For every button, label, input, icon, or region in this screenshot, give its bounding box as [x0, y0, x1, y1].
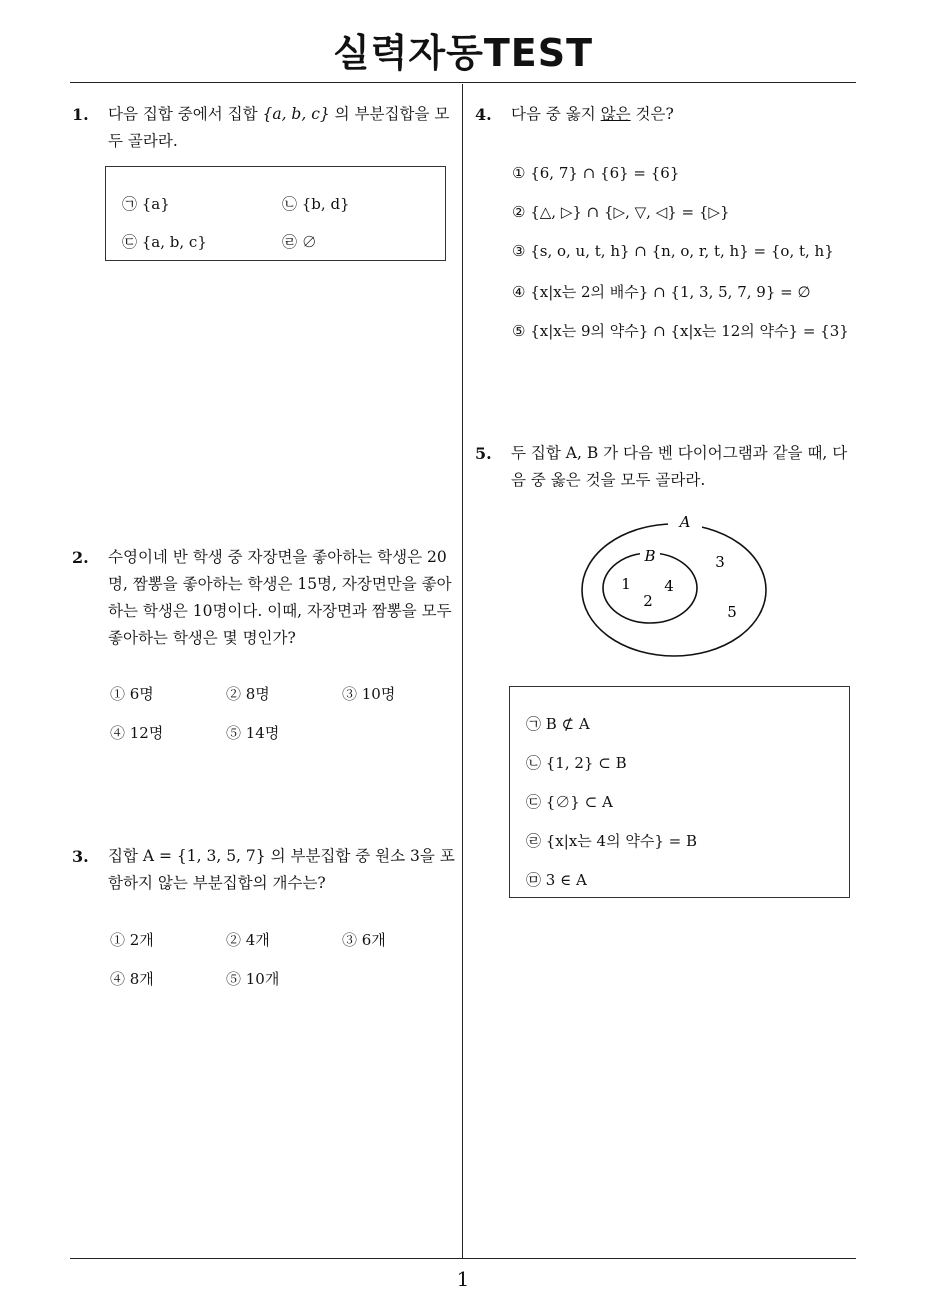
venn-element: 1: [621, 575, 631, 593]
bottom-rule: [70, 1258, 856, 1259]
top-rule: [70, 82, 856, 83]
set-b-label: B: [644, 547, 656, 565]
underlined-word: 않은: [600, 105, 631, 123]
column-divider: [462, 84, 463, 1259]
set-a-ellipse: [582, 524, 766, 656]
option-3[interactable]: ③ 6개: [342, 931, 386, 949]
page-number: 1: [456, 1267, 470, 1291]
choice-item[interactable]: ㉣ ∅: [282, 233, 317, 251]
option-5[interactable]: ⑤ 10개: [226, 970, 280, 988]
choice-item[interactable]: ㉢ {a, b, c}: [122, 233, 207, 251]
page-title: 실력자동TEST: [332, 31, 593, 75]
option-1[interactable]: ① {6, 7} ∩ {6} = {6}: [512, 164, 680, 182]
question-text: 다음 중 옳지 않은 것은?: [511, 105, 674, 123]
question-1: [72, 101, 456, 155]
set-a-label: A: [679, 513, 691, 531]
option-1[interactable]: ① 2개: [110, 931, 154, 949]
question-text: 다음 집합 중에서 집합 {a, b, c} 의 부분집합을 모두 골라라.: [108, 105, 450, 150]
choice-item[interactable]: ㉤ 3 ∈ A: [526, 871, 587, 889]
choice-item[interactable]: ㉢ {∅} ⊂ A: [526, 793, 613, 811]
choice-item[interactable]: ㉠ {a}: [122, 195, 170, 213]
choice-item[interactable]: ㉠ B ⊄ A: [526, 715, 590, 733]
question-4: [475, 101, 860, 128]
option-2[interactable]: ② 4개: [226, 931, 270, 949]
option-4[interactable]: ④ 12명: [110, 724, 164, 742]
option-2[interactable]: ② {△, ▷} ∩ {▷, ▽, ◁} = {▷}: [512, 203, 730, 221]
venn-element: 2: [643, 592, 653, 610]
question-number: 2.: [72, 548, 89, 567]
option-3[interactable]: ③ {s, o, u, t, h} ∩ {n, o, r, t, h} = {o, t, h}: [512, 242, 834, 260]
question-2: [72, 544, 456, 652]
choices-box: [105, 166, 446, 261]
choices-box: [509, 686, 850, 898]
venn-diagram: [576, 510, 776, 660]
option-5[interactable]: ⑤ 14명: [226, 724, 280, 742]
question-number: 5.: [475, 444, 492, 463]
option-4[interactable]: ④ 8개: [110, 970, 154, 988]
question-number: 4.: [475, 105, 492, 124]
venn-element: 4: [664, 577, 674, 595]
option-4[interactable]: ④ {x|x는 2의 배수} ∩ {1, 3, 5, 7, 9} = ∅: [512, 283, 811, 301]
venn-element: 5: [727, 603, 737, 621]
venn-element: 3: [715, 553, 725, 571]
question-3: [72, 843, 456, 897]
question-text: 집합 A = {1, 3, 5, 7} 의 부분집합 중 원소 3을 포함하지 않는 부분집합의 개수는?: [108, 847, 455, 892]
question-5: [475, 440, 860, 494]
question-text: 두 집합 A, B 가 다음 벤 다이어그램과 같을 때, 다음 중 옳은 것을 모두 골라라.: [511, 444, 848, 489]
math-set: {a, b, c}: [262, 105, 330, 123]
question-number: 3.: [72, 847, 89, 866]
question-text: 수영이네 반 학생 중 자장면을 좋아하는 학생은 20명, 짬뽕을 좋아하는 학생은 15명, 자장면만을 좋아하는 학생은 10명이다. 이때, 자장면과 짬뽕을 모두 좋아하는 학생은 몇 명인가?: [108, 548, 452, 647]
option-3[interactable]: ③ 10명: [342, 685, 396, 703]
option-2[interactable]: ② 8명: [226, 685, 270, 703]
choice-item[interactable]: ㉡ {1, 2} ⊂ B: [526, 754, 627, 772]
choice-item[interactable]: ㉣ {x|x는 4의 약수} = B: [526, 832, 697, 850]
choice-item[interactable]: ㉡ {b, d}: [282, 195, 350, 213]
option-5[interactable]: ⑤ {x|x는 9의 약수} ∩ {x|x는 12의 약수} = {3}: [512, 322, 849, 340]
option-1[interactable]: ① 6명: [110, 685, 154, 703]
question-number: 1.: [72, 105, 89, 124]
